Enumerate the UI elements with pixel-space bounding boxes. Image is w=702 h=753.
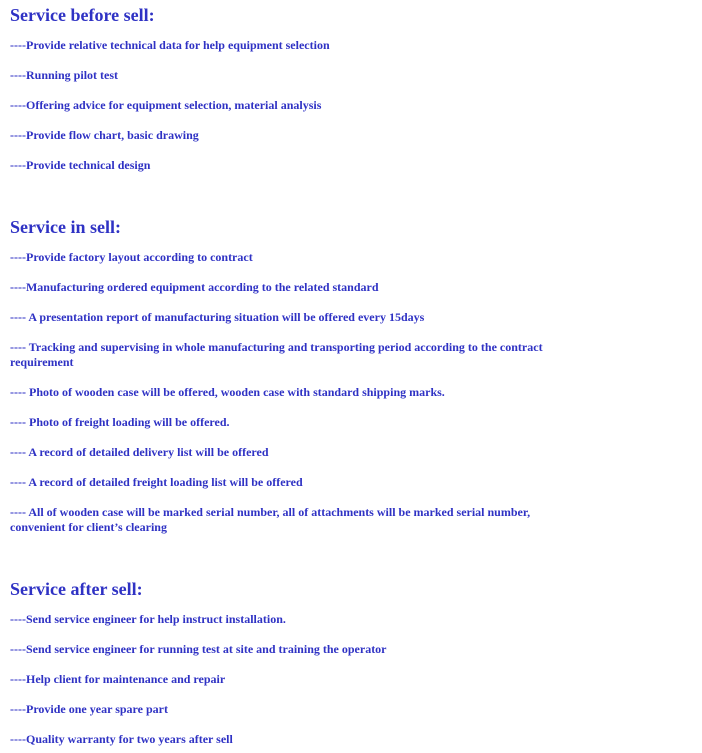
section-heading-after-sell: Service after sell: xyxy=(10,579,143,599)
list-item: ---- Photo of wooden case will be offered, wooden case with standard shipping marks. xyxy=(10,385,445,399)
list-item: ---- A presentation report of manufacturing situation will be offered every 15days xyxy=(10,310,425,324)
list-item: ---- Photo of freight loading will be offered. xyxy=(10,415,230,429)
list-item: ----Provide flow chart, basic drawing xyxy=(10,128,199,142)
list-item: ----Provide one year spare part xyxy=(10,702,168,716)
list-item: ----Provide factory layout according to contract xyxy=(10,250,253,264)
section-heading-in-sell: Service in sell: xyxy=(10,217,121,237)
list-item: ---- All of wooden case will be marked serial number, all of attachments will be marked serial number, convenient for client’s clearing xyxy=(10,505,531,534)
list-item: ----Running pilot test xyxy=(10,68,119,82)
list-item: ----Provide technical design xyxy=(10,158,151,172)
list-item: ----Manufacturing ordered equipment according to the related standard xyxy=(10,280,379,294)
section-heading-before-sell: Service before sell: xyxy=(10,5,155,25)
list-item: ----Send service engineer for running test at site and training the operator xyxy=(10,642,387,656)
list-item: ----Send service engineer for help instruct installation. xyxy=(10,612,286,626)
list-item: ----Help client for maintenance and repair xyxy=(10,672,226,686)
list-item: ----Provide relative technical data for help equipment selection xyxy=(10,38,330,52)
list-item: ---- A record of detailed freight loading list will be offered xyxy=(10,475,303,489)
list-item: ---- A record of detailed delivery list will be offered xyxy=(10,445,269,459)
list-item: ----Offering advice for equipment selection, material analysis xyxy=(10,98,322,112)
list-item: ---- Tracking and supervising in whole manufacturing and transporting period according to the contract requirement xyxy=(10,340,543,369)
list-item: ----Quality warranty for two years after sell xyxy=(10,732,233,746)
